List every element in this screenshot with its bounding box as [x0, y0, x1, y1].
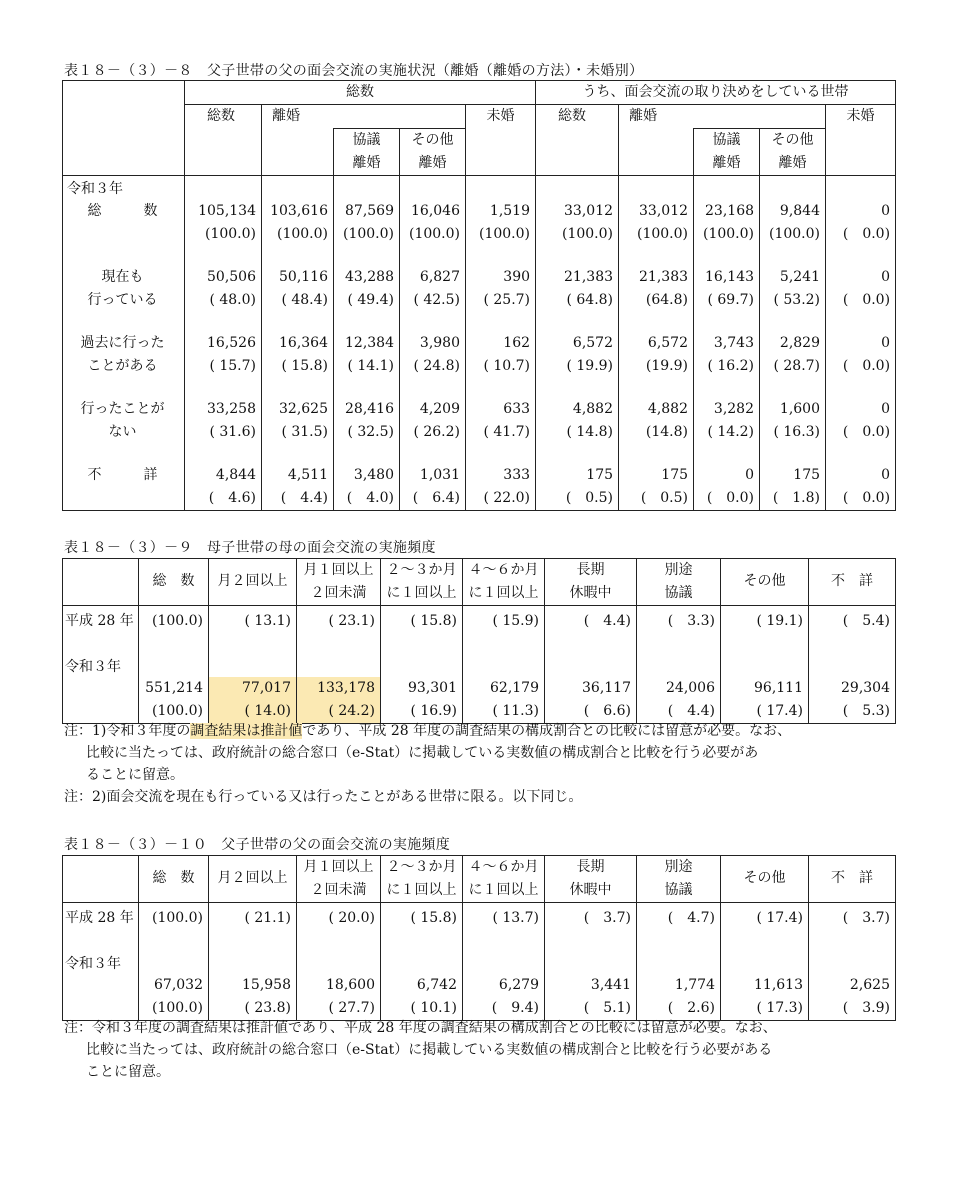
table8-percent: ( 14.8)	[566, 424, 614, 440]
table8-value: 6,827	[419, 269, 460, 285]
table8-value: 33,258	[207, 401, 256, 417]
table8-agreed-divorce-spacer	[619, 129, 694, 176]
table8-percent: ( 16.2)	[707, 358, 755, 374]
table9-col7-data	[721, 606, 809, 724]
table9-corner	[63, 559, 139, 606]
note1-prefix: 注：1)令和３年度の	[64, 723, 191, 739]
table10-r3-value: 18,600	[326, 977, 375, 993]
table8-percent: ( 4.0)	[346, 490, 394, 506]
table8-row-label: 過去に行った	[80, 335, 165, 351]
table8-value: 175	[793, 467, 821, 483]
table9-r3-value: 77,017	[209, 677, 296, 700]
table8-value: 162	[503, 335, 531, 351]
table8-percent: (100.0)	[562, 226, 614, 242]
table8-value: 5,241	[779, 269, 821, 285]
table10-r3-percent: ( 27.7)	[328, 1000, 375, 1016]
table10-r3-value: 1,774	[674, 977, 715, 993]
table10-r3-percent: ( 9.4)	[491, 1000, 539, 1016]
table8-percent: ( 14.1)	[347, 358, 394, 374]
table10-col-vacation: 長期 休暇中	[545, 856, 637, 903]
table9-h28-percent: ( 15.8)	[410, 613, 457, 629]
table8-col-agreed-unmarried: 未婚	[826, 105, 896, 176]
table10-col1-data	[209, 903, 297, 1021]
table8-percent: (64.8)	[645, 292, 689, 308]
table8-col-agreed-consult: 協議 離婚	[694, 129, 760, 176]
table10-r3-percent: ( 5.1)	[583, 1000, 631, 1016]
table10-col5-data	[545, 903, 637, 1021]
table8-row-label: 総 数	[87, 203, 158, 219]
table9-r3-percent: ( 14.0)	[209, 700, 296, 723]
table8-value: 23,168	[705, 203, 755, 219]
table9-col-4to6m: ４～６か月 に１回以上	[463, 559, 545, 606]
table8-col-consult: 協議 離婚	[334, 129, 400, 176]
table8-percent: (100.0)	[479, 226, 531, 242]
table9-title: 表１８－（３）－９ 母子世帯の母の面会交流の実施頻度	[64, 540, 436, 556]
table10-h28-percent: ( 21.1)	[244, 910, 291, 926]
table9-r3-value: 36,117	[582, 680, 631, 696]
table9-h28-percent: (100.0)	[151, 613, 203, 629]
table8-value: 0	[881, 269, 891, 285]
table8-percent: ( 14.2)	[707, 424, 755, 440]
table8-row-label: 現在も	[101, 269, 144, 285]
table10-r3-percent: ( 10.1)	[410, 1000, 457, 1016]
table8-percent: (100.0)	[408, 226, 460, 242]
table8-value: 0	[881, 203, 891, 219]
table8-value: 0	[881, 467, 891, 483]
table8-col-total: 総数	[185, 105, 262, 176]
table10-label-h28: 平成 28 年	[65, 910, 134, 926]
table9-label-r3: 令和３年	[65, 659, 121, 675]
note1-highlight: 調査結果は推計値	[190, 723, 303, 739]
table8-percent: (100.0)	[276, 226, 328, 242]
table8-row-label: ない	[108, 424, 137, 440]
table8-value: 103,616	[270, 203, 328, 219]
table8-percent: ( 53.2)	[773, 292, 821, 308]
table9-h28-percent: ( 15.9)	[492, 613, 539, 629]
table9-r3-value: 29,304	[841, 680, 890, 696]
table8-percent: ( 42.5)	[413, 292, 460, 308]
table10-r3-percent: ( 3.9)	[842, 1000, 890, 1016]
table10-h28-percent: ( 3.7)	[583, 910, 631, 926]
table9-col6-data	[637, 606, 721, 724]
table9-col-2to3m: ２～３か月 に１回以上	[381, 559, 463, 606]
table8-col-other: その他 離婚	[400, 129, 466, 176]
table9-r3-value: 93,301	[408, 680, 457, 696]
table8-col8-data	[760, 176, 826, 511]
table8-row-label: 行ったことが	[80, 401, 165, 417]
table8-percent: (100.0)	[703, 226, 755, 242]
table8-percent: ( 25.7)	[483, 292, 531, 308]
table8-value: 4,209	[419, 401, 460, 417]
table10-col-other: その他	[721, 856, 809, 903]
table8-value: 1,031	[419, 467, 460, 483]
table8-percent: ( 24.8)	[413, 358, 460, 374]
table10-r3-percent: ( 17.3)	[756, 1000, 803, 1016]
table8-percent: ( 0.0)	[842, 226, 891, 242]
table9-h28-percent: ( 4.4)	[583, 613, 631, 629]
table8-percent: ( 64.8)	[566, 292, 614, 308]
table8-value: 12,384	[345, 335, 394, 351]
table8-percent: ( 16.3)	[773, 424, 821, 440]
table10-col-total: 総 数	[139, 856, 209, 903]
table8-percent: ( 0.5)	[565, 490, 614, 506]
table8-col-agreed-other: その他 離婚	[760, 129, 826, 176]
table8-value: 333	[503, 467, 531, 483]
table9-r3-value: 551,214	[145, 680, 203, 696]
table10-col-2to3m: ２～３か月 に１回以上	[381, 856, 463, 903]
table8-value: 32,625	[279, 401, 328, 417]
table9-h28-percent: ( 5.4)	[842, 613, 890, 629]
table9-r3-percent: ( 24.2)	[297, 700, 380, 723]
table8-col6-data	[619, 176, 694, 511]
table8-row-label: 行っている	[87, 292, 158, 308]
table8-percent: ( 69.7)	[707, 292, 755, 308]
table8-percent: ( 15.7)	[209, 358, 256, 374]
table8-title: 表１８－（３）－８ 父子世帯の父の面会交流の実施状況（離婚（離婚の方法）・未婚別）	[64, 63, 644, 79]
table8-percent: ( 4.6)	[208, 490, 256, 506]
table8-col5-data	[536, 176, 619, 511]
table8-row-label: ことがある	[87, 358, 158, 374]
table9-h28-percent: ( 3.3)	[667, 613, 715, 629]
table8-value: 87,569	[345, 203, 394, 219]
table9-note1-line1	[64, 720, 791, 742]
table8-value: 9,844	[779, 203, 821, 219]
table10-col-4to6m: ４～６か月 に１回以上	[463, 856, 545, 903]
table8-percent: ( 0.5)	[640, 490, 689, 506]
table8-value: 6,572	[647, 335, 689, 351]
table10-note-line2: 比較に当たっては、政府統計の総合窓口（e-Stat）に掲載している実数値の構成割合と比較を行う必要がある	[86, 1042, 773, 1058]
table9-col5-data	[545, 606, 637, 724]
table9-col3-data	[381, 606, 463, 724]
note1-suffix: であり、平成 28 年度の調査結果の構成割合との比較には留意が必要。なお、	[302, 723, 792, 739]
table10-col0-data	[139, 903, 209, 1021]
table9-r3-percent: (100.0)	[151, 703, 203, 719]
table8-value: 4,882	[647, 401, 689, 417]
table10-notes	[64, 1017, 777, 1083]
table8-year-label: 令和３年	[67, 181, 123, 197]
table9-h28-percent: ( 23.1)	[328, 613, 375, 629]
table9-row-labels	[63, 606, 139, 724]
table8-col9-data	[826, 176, 896, 511]
table10-r3-value: 67,032	[154, 977, 203, 993]
table8-value: 4,882	[572, 401, 614, 417]
table8-value: 105,134	[198, 203, 256, 219]
table8-percent: ( 15.8)	[281, 358, 328, 374]
table8-value: 4,844	[215, 467, 256, 483]
table8-percent: (19.9)	[645, 358, 689, 374]
table10-col8-data	[809, 903, 896, 1021]
table8-col-unmarried: 未婚	[466, 105, 536, 176]
table8-col1-data	[262, 176, 334, 511]
table8-percent: ( 31.5)	[281, 424, 328, 440]
table10-col6-data	[637, 903, 721, 1021]
table9-col-1to2: 月１回以上 ２回未満	[297, 559, 381, 606]
table8-percent: (100.0)	[342, 226, 394, 242]
table10-col-separate: 別途 協議	[637, 856, 721, 903]
table9-r3-percent: ( 4.4)	[667, 703, 715, 719]
table9-col-separate: 別途 協議	[637, 559, 721, 606]
table8-percent: (100.0)	[769, 226, 821, 242]
table8-percent: ( 6.4)	[412, 490, 460, 506]
table8-col-agreed-divorce: 離婚	[619, 105, 826, 129]
table10-h28-percent: ( 20.0)	[328, 910, 375, 926]
table9-r3-percent: ( 5.3)	[842, 703, 890, 719]
table9-note1-line2: 比較に当たっては、政府統計の総合窓口（e-Stat）に掲載している実数値の構成割合と比較を行う必要があ	[86, 745, 759, 761]
table8-value: 0	[881, 401, 891, 417]
table8-value: 21,383	[639, 269, 689, 285]
table9-h28-percent: ( 13.1)	[244, 613, 291, 629]
table9-r3-value: 62,179	[490, 680, 539, 696]
table10-corner	[63, 856, 139, 903]
table8-value: 3,480	[353, 467, 394, 483]
table8-value: 50,506	[207, 269, 256, 285]
table10-h28-percent: (100.0)	[151, 910, 203, 926]
table8-percent: ( 4.4)	[280, 490, 328, 506]
table8-percent: ( 41.7)	[483, 424, 531, 440]
table8-value: 6,572	[572, 335, 614, 351]
table8-percent: ( 28.7)	[773, 358, 821, 374]
table9-label-h28: 平成 28 年	[65, 613, 134, 629]
table8-percent: ( 49.4)	[347, 292, 394, 308]
table10-r3-value: 15,958	[242, 977, 291, 993]
table8-value: 1,600	[779, 401, 821, 417]
table8-value: 16,364	[279, 335, 328, 351]
table8-value: 633	[503, 401, 531, 417]
table9-col-unknown: 不 詳	[809, 559, 896, 606]
table10-r3-percent: (100.0)	[151, 1000, 203, 1016]
table8-col0-data	[185, 176, 262, 511]
table8-row-label: 不 詳	[87, 467, 158, 483]
table8-value: 16,046	[411, 203, 460, 219]
table9-notes	[64, 720, 791, 808]
table8-percent: ( 31.6)	[209, 424, 256, 440]
table8-value: 43,288	[345, 269, 394, 285]
table10-r3-value: 3,441	[590, 977, 631, 993]
table9-col8-data	[809, 606, 896, 724]
table8-percent: ( 48.0)	[209, 292, 256, 308]
table10-note-line3: ことに留意。	[86, 1064, 170, 1080]
table8-col4-data	[466, 176, 536, 511]
table8-corner	[63, 81, 185, 176]
table10	[62, 855, 896, 1021]
table8-percent: ( 22.0)	[483, 490, 531, 506]
table9-col0-data	[139, 606, 209, 724]
table8-value: 175	[586, 467, 614, 483]
table8-percent: ( 0.0)	[706, 490, 755, 506]
table9-r3-value: 133,178	[297, 677, 380, 700]
table9-col4-data	[463, 606, 545, 724]
table9-col2-data	[297, 606, 381, 724]
table8-value: 0	[881, 335, 891, 351]
table9-r3-percent: ( 11.3)	[492, 703, 539, 719]
table9-note2: 注：2)面会交流を現在も行っている又は行ったことがある世帯に限る。以下同じ。	[64, 789, 583, 805]
table8-percent: ( 26.2)	[413, 424, 460, 440]
table8-percent: ( 0.0)	[842, 292, 891, 308]
table10-h28-percent: ( 15.8)	[410, 910, 457, 926]
table10-r3-value: 6,742	[416, 977, 457, 993]
table8-value: 33,012	[639, 203, 689, 219]
table8-value: 2,829	[779, 335, 821, 351]
table8-value: 3,980	[419, 335, 460, 351]
table9-r3-value: 96,111	[754, 680, 803, 696]
table8-value: 28,416	[345, 401, 394, 417]
table10-r3-percent: ( 2.6)	[667, 1000, 715, 1016]
table10-col2-data	[297, 903, 381, 1021]
table10-col-2plus: 月２回以上	[209, 856, 297, 903]
table8-col2-data	[334, 176, 400, 511]
table8-percent: ( 32.5)	[347, 424, 394, 440]
table8-percent: ( 0.0)	[842, 424, 891, 440]
table9-col1-data	[209, 606, 297, 724]
table8-value: 390	[503, 269, 531, 285]
table9	[62, 558, 896, 724]
table8-percent: (100.0)	[204, 226, 256, 242]
table8-group-total: 総数	[185, 81, 536, 105]
table10-r3-value: 2,625	[849, 977, 890, 993]
table8-value: 0	[745, 467, 755, 483]
table10-col4-data	[463, 903, 545, 1021]
table8-value: 3,282	[713, 401, 755, 417]
table8-percent: ( 0.0)	[842, 490, 891, 506]
table10-label-r3: 令和３年	[65, 956, 121, 972]
table10-title: 表１８－（３）－１０ 父子世帯の父の面会交流の実施頻度	[64, 837, 451, 853]
table8-value: 4,511	[287, 467, 328, 483]
table9-r3-percent: ( 6.6)	[583, 703, 631, 719]
table8-value: 3,743	[713, 335, 755, 351]
table10-row-labels	[63, 903, 139, 1021]
table10-h28-percent: ( 4.7)	[667, 910, 715, 926]
table8-row-label	[67, 223, 184, 246]
table10-h28-percent: ( 3.7)	[842, 910, 890, 926]
table8-value: 175	[661, 467, 689, 483]
table10-r3-percent: ( 23.8)	[244, 1000, 291, 1016]
table10-col-1to2: 月１回以上 ２回未満	[297, 856, 381, 903]
table8-col3-data	[400, 176, 466, 511]
table8-row-labels	[63, 176, 185, 511]
table8-percent: ( 10.7)	[483, 358, 531, 374]
table8-percent: ( 19.9)	[566, 358, 614, 374]
table8-value: 21,383	[564, 269, 614, 285]
table8-percent: (100.0)	[637, 226, 689, 242]
table8-value: 33,012	[564, 203, 614, 219]
table9-r3-value: 24,006	[666, 680, 715, 696]
table9-col-other: その他	[721, 559, 809, 606]
table8-col-divorce: 離婚	[262, 105, 466, 129]
table10-r3-value: 11,613	[754, 977, 803, 993]
table10-h28-percent: ( 13.7)	[492, 910, 539, 926]
table10-r3-value: 6,279	[498, 977, 539, 993]
table10-col7-data	[721, 903, 809, 1021]
table9-note1-line3: ることに留意。	[86, 767, 184, 783]
table8-col-agreed-total: 総数	[536, 105, 619, 176]
table9-col-total: 総 数	[139, 559, 209, 606]
table9-r3-percent: ( 17.4)	[756, 703, 803, 719]
table8-percent: ( 48.4)	[281, 292, 328, 308]
table9-r3-percent: ( 16.9)	[410, 703, 457, 719]
table9-col-vacation: 長期 休暇中	[545, 559, 637, 606]
table8-percent: (14.8)	[645, 424, 689, 440]
table8-divorce-spacer	[262, 129, 334, 176]
table10-col-unknown: 不 詳	[809, 856, 896, 903]
table8-row-label	[67, 487, 184, 510]
table9-col-2plus: 月２回以上	[209, 559, 297, 606]
table8-group-agreed: うち、面会交流の取り決めをしている世帯	[536, 81, 896, 105]
table8-percent: ( 0.0)	[842, 358, 891, 374]
table8-value: 50,116	[279, 269, 328, 285]
table8-col7-data	[694, 176, 760, 511]
table8	[62, 80, 896, 511]
table10-col3-data	[381, 903, 463, 1021]
table9-h28-percent: ( 19.1)	[756, 613, 803, 629]
table10-note-line1: 注：令和３年度の調査結果は推計値であり、平成 28 年度の調査結果の構成割合との比較には留意が必要。なお、	[64, 1020, 777, 1036]
table8-percent: ( 1.8)	[772, 490, 821, 506]
table10-h28-percent: ( 17.4)	[756, 910, 803, 926]
table8-value: 16,526	[207, 335, 256, 351]
table8-value: 1,519	[489, 203, 531, 219]
table8-value: 16,143	[705, 269, 755, 285]
